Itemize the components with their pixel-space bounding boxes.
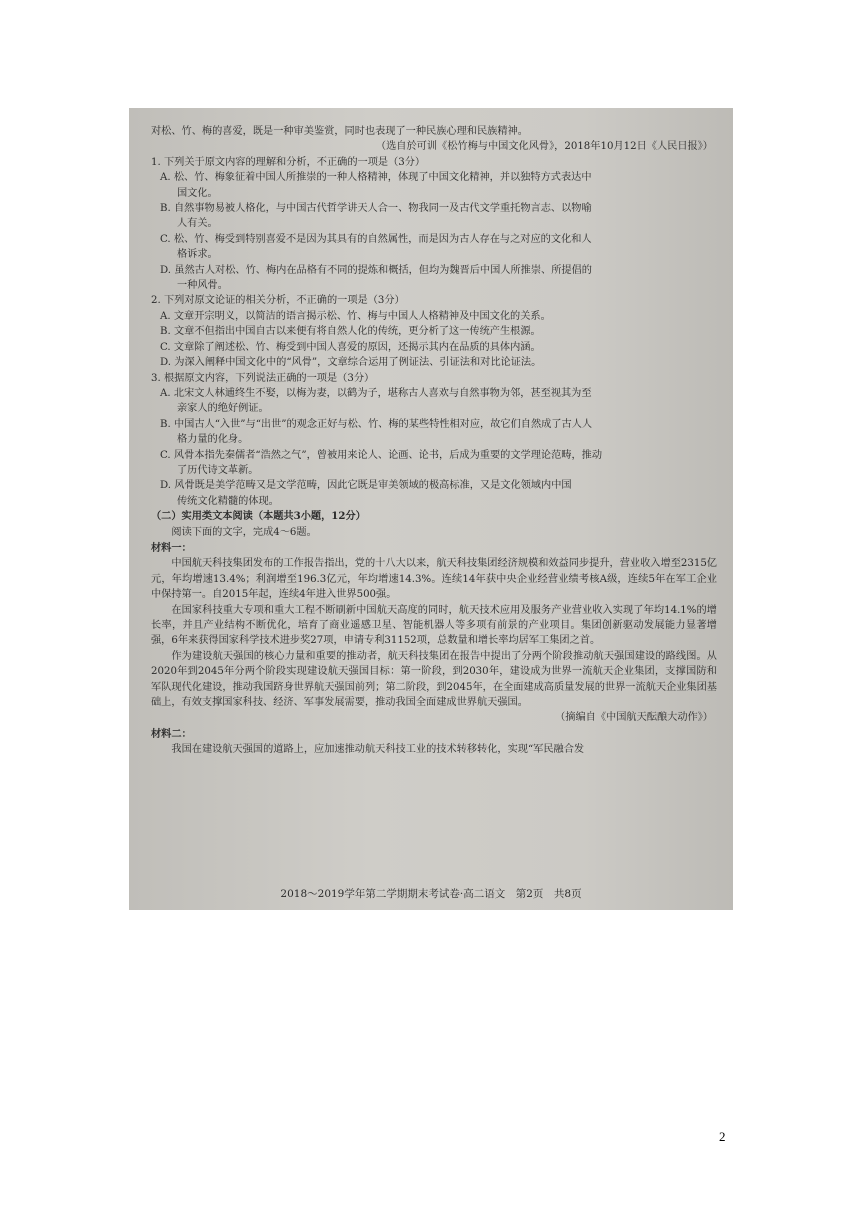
question-3-option-a: A. 北宋文人林逋终生不娶，以梅为妻，以鹤为子，堪称古人喜欢与自然事物为邻，甚至视其为至	[160, 387, 592, 399]
material-1-source: （摘编自《中国航天酝酿大动作》）	[555, 712, 713, 724]
question-2-option-c: C. 文章除了阐述松、竹、梅受到中国人喜爱的原因，还揭示其内在品质的具体内涵。	[160, 341, 541, 353]
question-1-option-c-cont: 格诉求。	[177, 249, 218, 261]
question-3-option-d-cont: 传统文化精髓的体现。	[177, 495, 279, 507]
question-2-option-a: A. 文章开宗明义，以简洁的语言揭示松、竹、梅与中国人人格精神及中国文化的关系。	[160, 310, 551, 322]
question-3-option-a-cont: 亲家人的绝好例证。	[177, 403, 269, 415]
question-3-option-b: B. 中国古人“入世”与“出世”的观念正好与松、竹、梅的某些特性相对应，故它们自然成了古人人	[160, 418, 593, 430]
question-3-option-c-cont: 了历代诗文革新。	[177, 464, 259, 476]
question-1-option-b-cont: 人有关。	[177, 218, 218, 230]
page-footer: 2018～2019学年第二学期期末考试卷·高二语文 第2页 共8页	[280, 887, 582, 900]
scanned-page-photo	[129, 108, 733, 910]
material-2-label: 材料二：	[151, 727, 192, 740]
intro-line: 对松、竹、梅的喜爱，既是一种审美鉴赏，同时也表现了一种民族心理和民族精神。	[151, 126, 528, 137]
material-1-paragraph: 中国航天科技集团发布的工作报告指出，党的十八大以来，航天科技集团经济规模和效益同步提升，营业收入增至2315亿元，年均增速13.4%；利润增至196.3亿元，年均增速14.3%。连续14年获中央企业经营业绩考核A级，连续5年在军工企业中保持第一。自2015年起，连续4年进入世界500强。	[151, 558, 717, 601]
question-1-option-b: B. 自然事物易被人格化，与中国古代哲学讲天人合一、物我同一及古代文学重托物言志、以物喻	[160, 203, 592, 215]
question-1-option-d: D. 虽然古人对松、竹、梅内在品格有不同的提炼和概括，但均为魏晋后中国人所推崇、所提倡的	[160, 264, 592, 276]
material-1-paragraph: 作为建设航天强国的核心力量和重要的推动者，航天科技集团在报告中提出了分两个阶段推动航天强国建设的路线图。从2020年到2045年分两个阶段实现建设航天强国目标：第一阶段，到2030年，建设成为世界一流航天企业集团，支撑国防和军队现代化建设，推动我国跻身世界航天强国前列；第二阶段，到2045年，在全面建成高质量发展的世界一流航天企业集团基础上，有效支撑国家科技、经济、军事发展需要，推动我国全面建成世界航天强国。	[151, 650, 717, 709]
question-1-option-d-cont: 一种风骨。	[177, 280, 228, 292]
question-1-option-a: A. 松、竹、梅象征着中国人所推崇的一种人格精神，体现了中国文化精神，并以独特方式表达中	[160, 172, 592, 184]
intro-source: （选自於可训《松竹梅与中国文化风骨》，2018年10月12日《人民日报》）	[375, 141, 713, 153]
page-number: 2	[719, 1129, 726, 1144]
question-3-option-d: D. 风骨既是美学范畴又是文学范畴，因此它既是审美领域的极高标准，又是文化领域内中国	[160, 480, 572, 492]
material-1-paragraph: 在国家科技重大专项和重大工程不断刷新中国航天高度的同时，航天技术应用及服务产业营业收入实现了年均14.1%的增长率，并且产业结构不断优化，培育了商业遥感卫星、智能机器人等多项有前景的产业项目。集团创新驱动发展能力显著增强，6年来获得国家科学技术进步奖27项，申请专利31152项，总数量和增长率均居军工集团之首。	[151, 604, 717, 647]
question-3-stem: 3. 根据原文内容，下列说法正确的一项是（3分）	[151, 372, 375, 384]
page-content	[151, 124, 717, 758]
question-2-stem: 2. 下列对原文论证的相关分析，不正确的一项是（3分）	[151, 295, 405, 307]
question-1-option-c: C. 松、竹、梅受到特别喜爱不是因为其具有的自然属性，而是因为古人存在与之对应的文化和人	[160, 233, 592, 245]
question-2-option-d: D. 为深入阐释中国文化中的“风骨”，文章综合运用了例证法、引证法和对比论证法。	[160, 357, 542, 369]
question-1-stem: 1. 下列关于原文内容的理解和分析，不正确的一项是（3分）	[151, 156, 426, 168]
question-3-option-c: C. 风骨本指先秦儒者“浩然之气”，曾被用来论人、论画、论书，后成为重要的文学理论范畴，推动	[160, 449, 603, 461]
material-1-label: 材料一：	[151, 541, 192, 554]
material-2-paragraph: 我国在建设航天强国的道路上，应加速推动航天科技工业的技术转移转化，实现“军民融合发	[171, 744, 585, 756]
question-2-option-b: B. 文章不但指出中国自古以来便有将自然人化的传统，更分析了这一传统产生根源。	[160, 326, 541, 338]
question-3-option-b-cont: 格力量的化身。	[177, 434, 249, 446]
question-1-option-a-cont: 国文化。	[177, 187, 218, 199]
section-instruction: 阅读下面的文字，完成4～6题。	[171, 526, 317, 538]
section-title: （二）实用类文本阅读（本题共3小题，12分）	[151, 510, 366, 523]
